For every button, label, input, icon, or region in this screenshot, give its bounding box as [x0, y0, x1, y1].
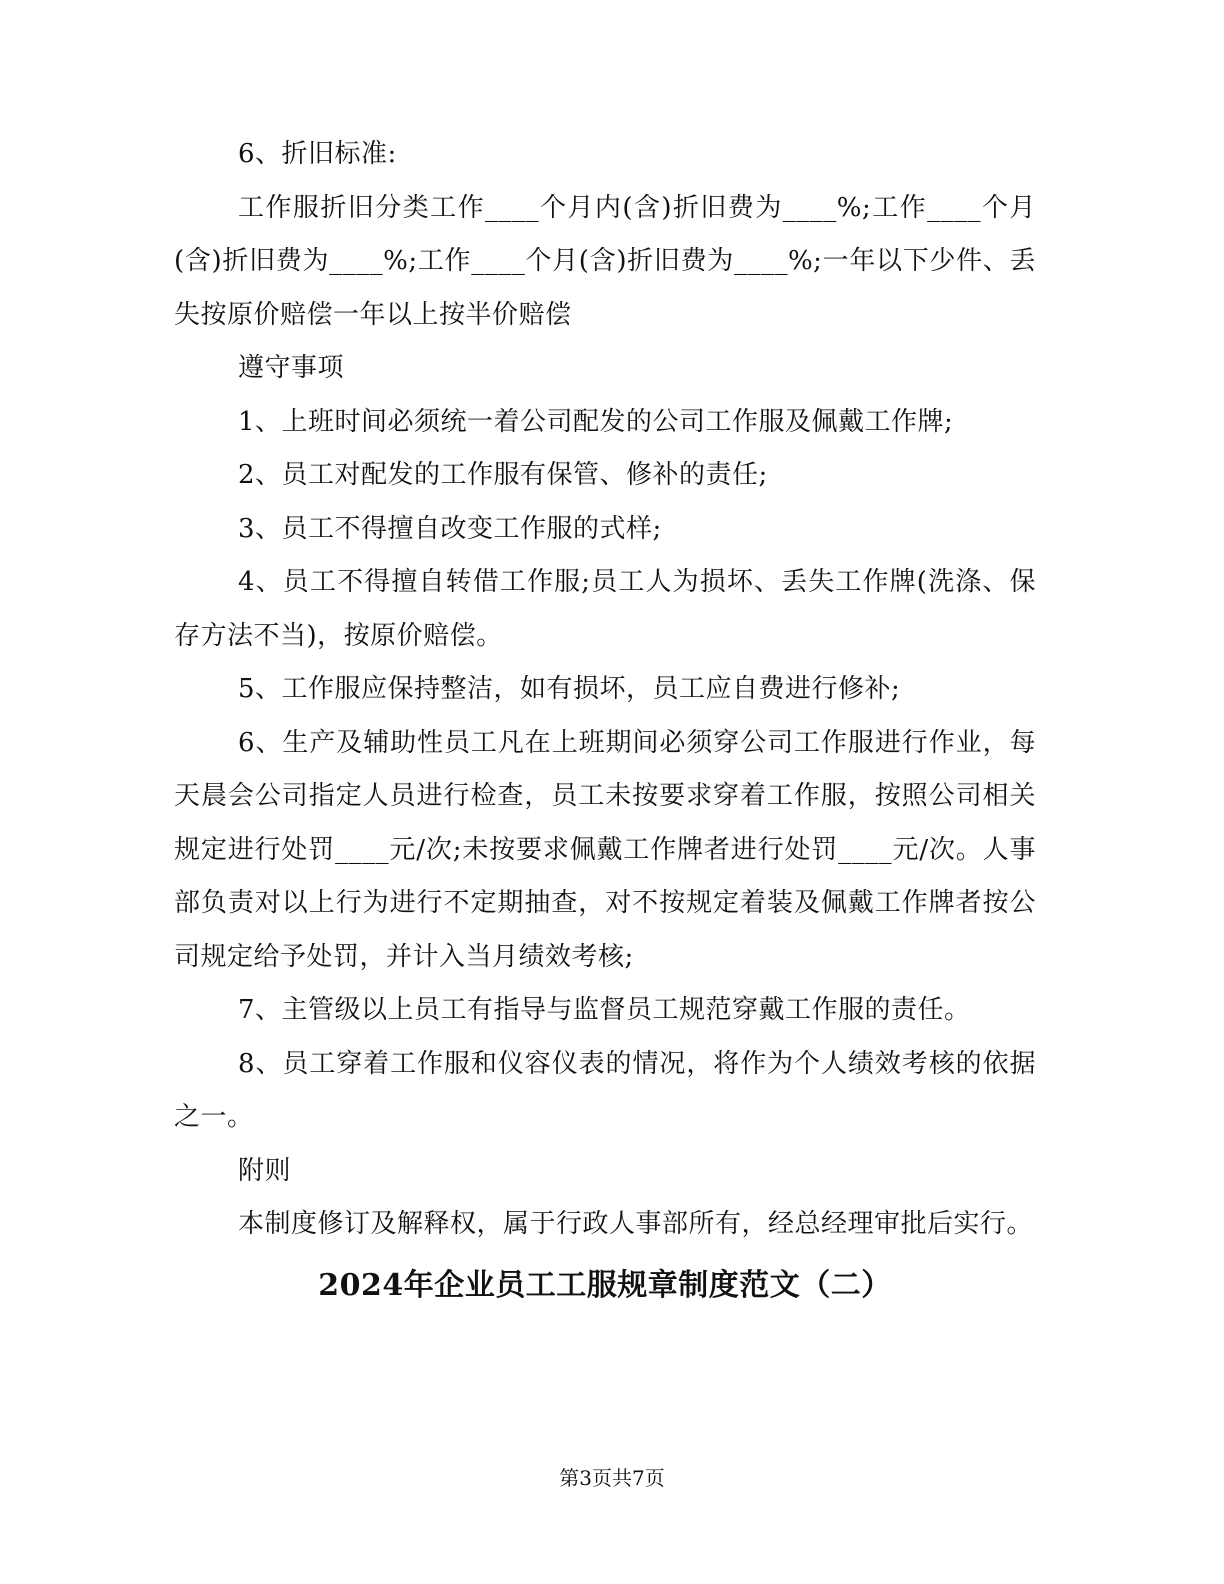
list-item: 3、员工不得擅自改变工作服的式样; — [238, 513, 662, 544]
paragraph-appendix: 本制度修订及解释权，属于行政人事部所有，经总经理审批后实行。 — [238, 1209, 1034, 1239]
list-item: 6、生产及辅助性员工凡在上班期间必须穿公司工作服进行作业，每天晨会公司指定人员进行检查，员工未按要求穿着工作服，按照公司相关规定进行处罚____元/次;未按要求佩戴工作牌者进行处罚____元/次。人事部负责对以上行为进行不定期抽查，对不按规定着装及佩戴工作牌者按公司规定给予处罚，并计入当月绩效考核; — [174, 727, 1036, 972]
list-item: 2、员工对配发的工作服有保管、修补的责任; — [238, 460, 768, 490]
section-heading-appendix: 附则 — [238, 1155, 292, 1186]
section-heading-depreciation: 6、折旧标准: — [238, 139, 397, 169]
list-item: 4、员工不得擅自转借工作服;员工人为损坏、丢失工作牌(洗涤、保存方法不当)，按原价赔偿。 — [174, 567, 1036, 651]
list-item: 5、工作服应保持整洁，如有损坏，员工应自费进行修补; — [238, 674, 901, 704]
section-heading-compliance: 遵守事项 — [238, 353, 345, 383]
document-title: 2024年企业员工工服规章制度范文（二） — [318, 1267, 892, 1303]
list-item: 7、主管级以上员工有指导与监督员工规范穿戴工作服的责任。 — [238, 995, 971, 1025]
page-number: 第3页共7页 — [559, 1466, 665, 1490]
document-body — [174, 128, 1036, 1316]
list-item: 8、员工穿着工作服和仪容仪表的情况，将作为个人绩效考核的依据之一。 — [174, 1048, 1036, 1132]
list-item: 1、上班时间必须统一着公司配发的公司工作服及佩戴工作牌; — [238, 406, 954, 437]
paragraph-depreciation-rules: 工作服折旧分类工作____个月内(含)折旧费为____%;工作____个月(含)折旧费为____%;工作____个月(含)折旧费为____%;一年以下少件、丢失按原价赔偿一年以上按半价赔偿 — [174, 192, 1036, 330]
